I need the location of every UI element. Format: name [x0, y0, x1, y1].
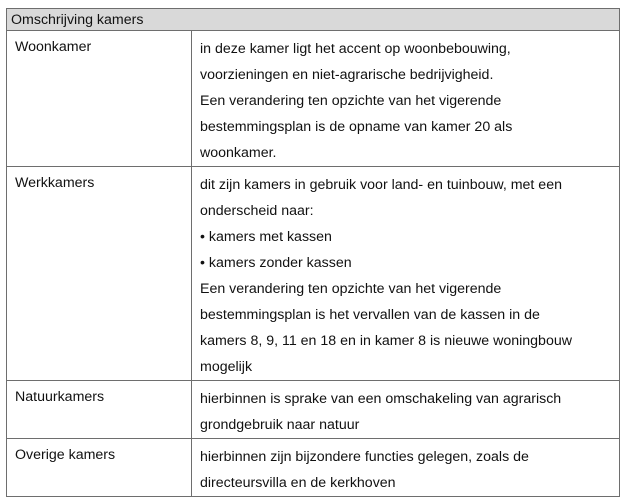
bullet-item: • kamers met kassen [200, 229, 332, 245]
description-line: bestemmingsplan is de opname van kamer 20 als [200, 119, 513, 135]
row-description-cell [192, 167, 620, 381]
row-label-cell [7, 31, 192, 167]
bullet-item: • kamers zonder kassen [200, 255, 352, 271]
row-label-cell [7, 381, 192, 439]
description-line: bestemmingsplan is het vervallen van de kassen in de [200, 307, 540, 323]
description-line: woonkamer. [200, 145, 277, 161]
row-label-cell [7, 439, 192, 497]
description-line: in deze kamer ligt het accent op woonbebouwing, [200, 41, 511, 57]
row-description-cell [192, 439, 620, 497]
row-label: Woonkamer [15, 39, 92, 55]
row-label-cell [7, 167, 192, 381]
description-line: directeursvilla en de kerkhoven [200, 475, 396, 491]
table-row [7, 167, 620, 381]
description-line: Een verandering ten opzichte van het vigerende [200, 93, 502, 109]
table-header: Omschrijving kamers [7, 9, 620, 31]
row-label: Natuurkamers [15, 389, 105, 405]
description-line: hierbinnen zijn bijzondere functies gelegen, zoals de [200, 449, 529, 465]
row-description-cell [192, 31, 620, 167]
table-row [7, 31, 620, 167]
description-line: dit zijn kamers in gebruik voor land- en tuinbouw, met een [200, 177, 562, 193]
row-label: Werkkamers [15, 175, 95, 191]
description-line: voorzieningen en niet-agrarische bedrijvigheid. [200, 67, 494, 83]
table-row [7, 439, 620, 497]
row-label: Overige kamers [15, 447, 116, 463]
table-row [7, 381, 620, 439]
table-header-row [7, 9, 620, 31]
description-line: kamers 8, 9, 11 en 18 en in kamer 8 is nieuwe woningbouw [200, 333, 572, 349]
description-line: Een verandering ten opzichte van het vigerende [200, 281, 502, 297]
row-description-cell [192, 381, 620, 439]
description-line: mogelijk [200, 359, 253, 375]
description-line: hierbinnen is sprake van een omschakeling van agrarisch [200, 391, 562, 407]
description-line: onderscheid naar: [200, 203, 314, 219]
kamers-table [6, 8, 620, 497]
description-line: grondgebruik naar natuur [200, 417, 360, 433]
